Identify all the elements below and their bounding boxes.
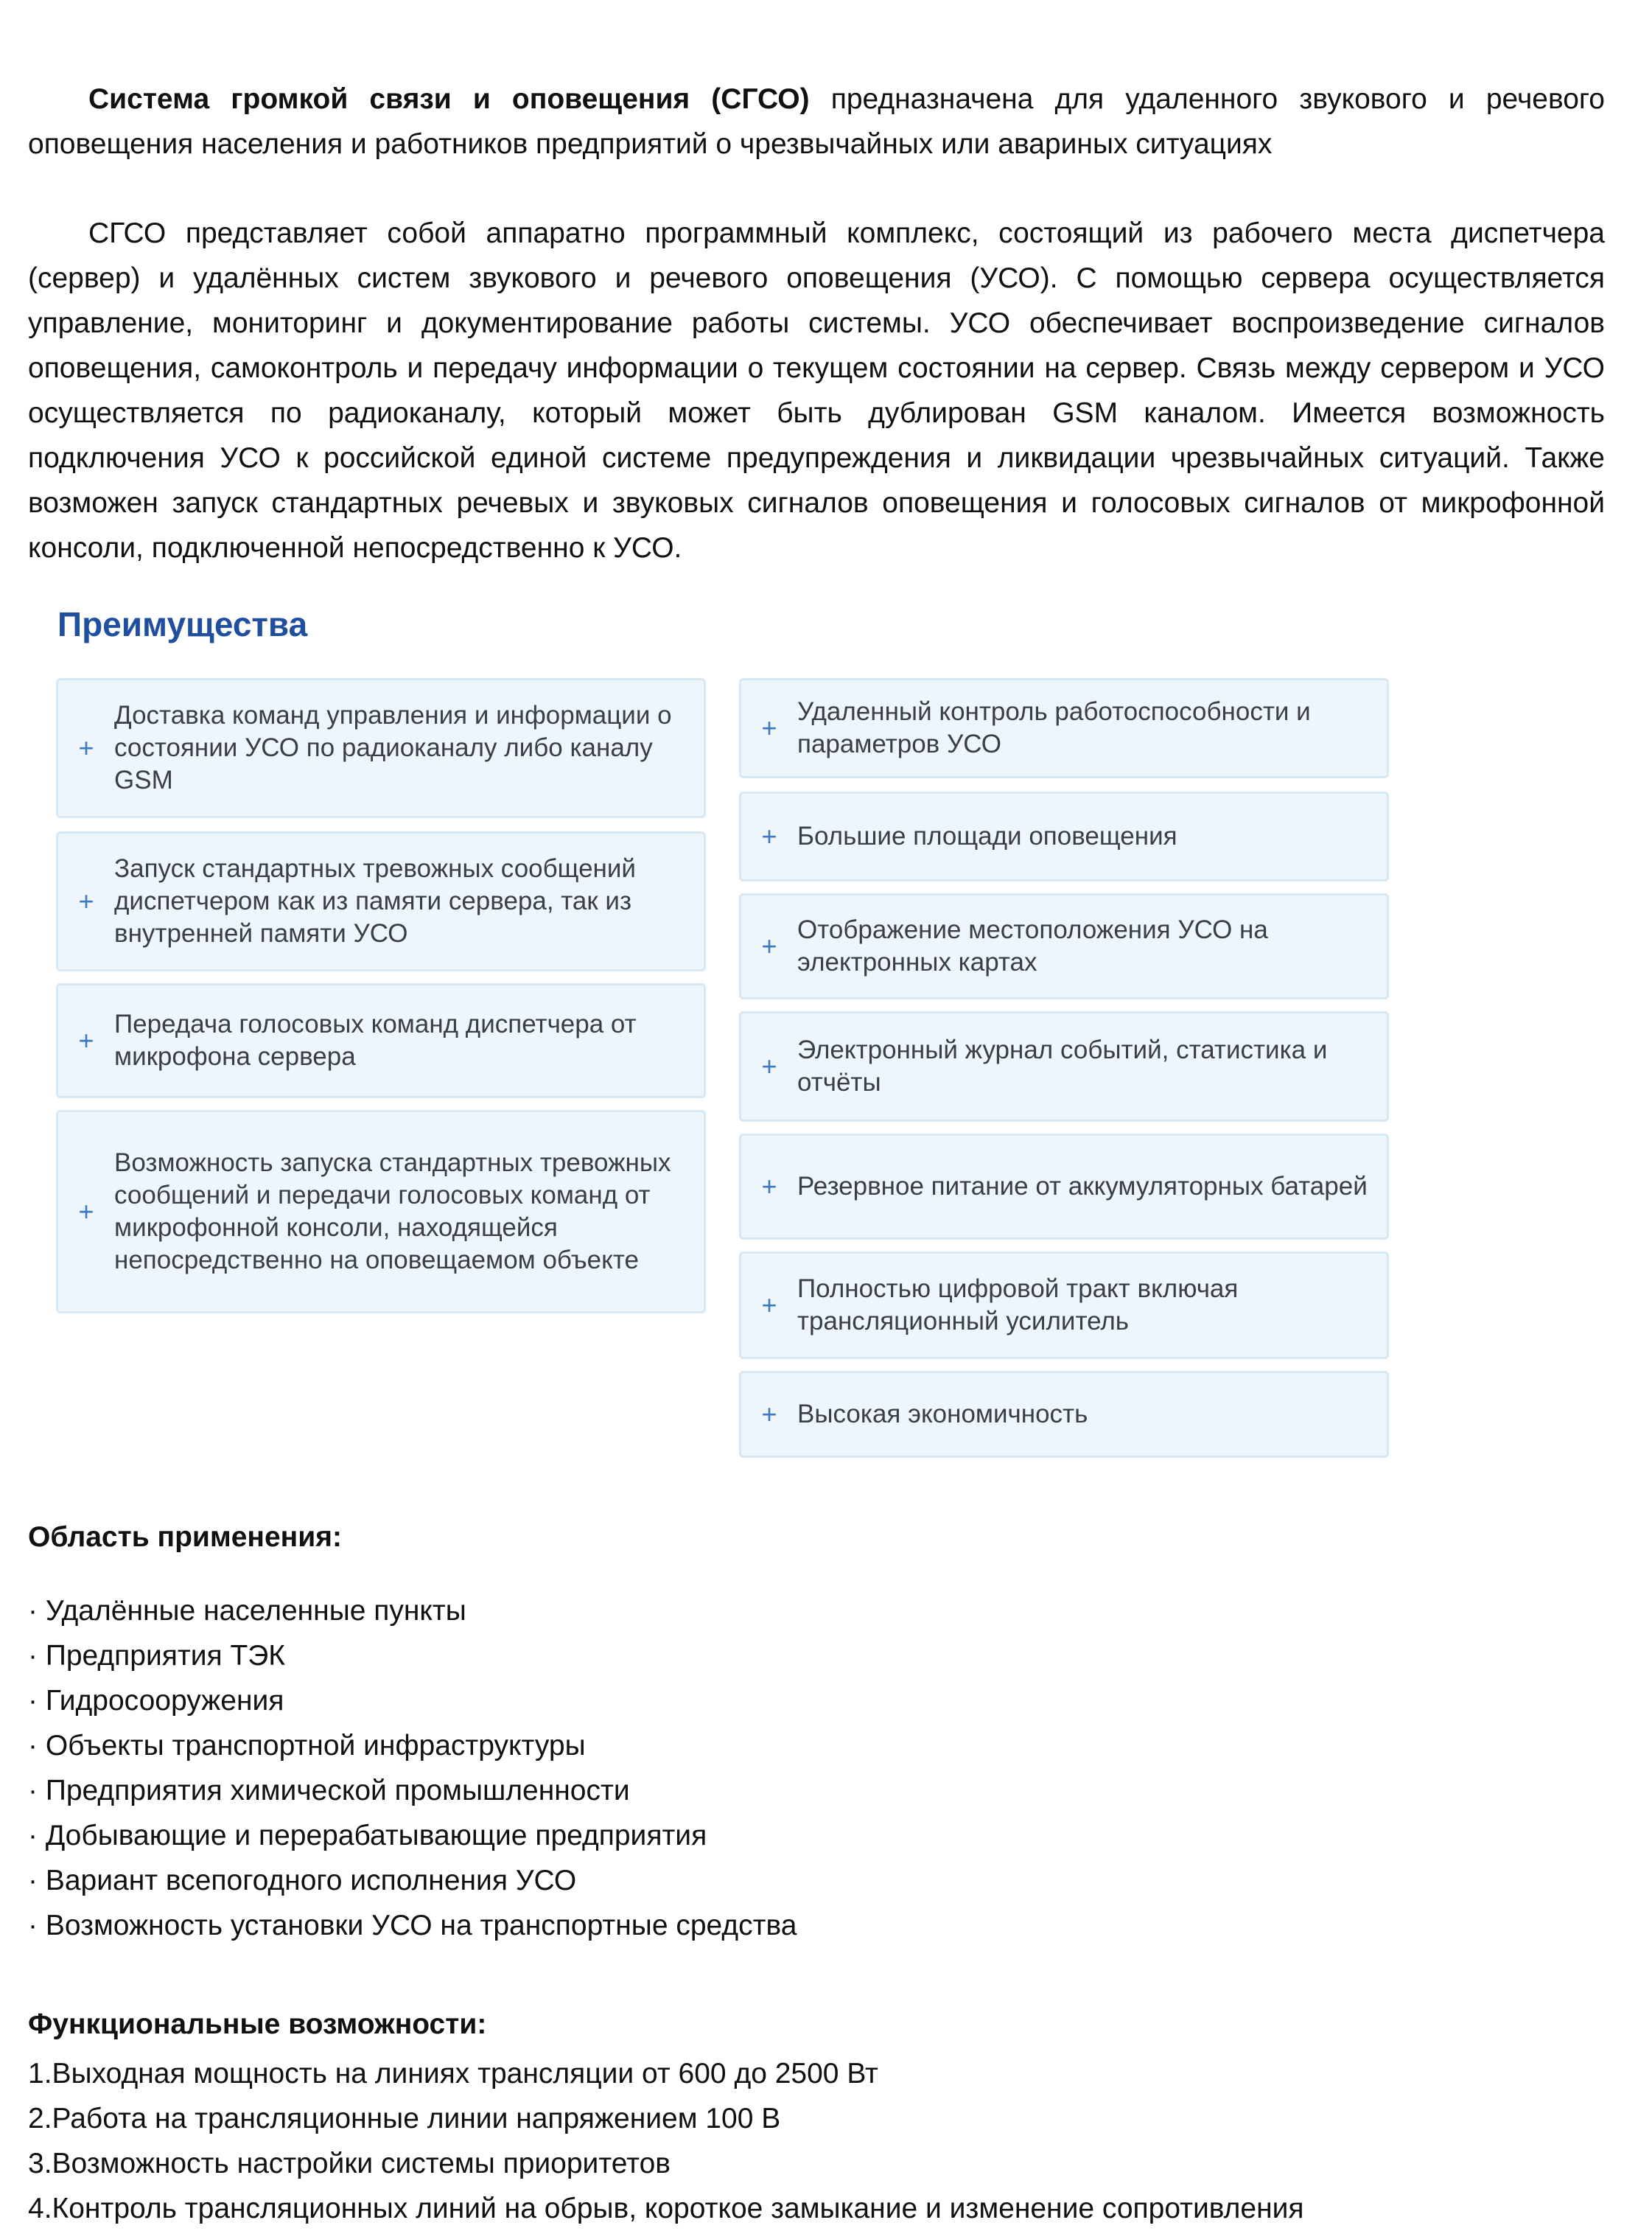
application-heading: Область применения: [28,1521,342,1553]
plus-icon: + [78,1025,94,1055]
plus-icon: + [761,1051,777,1081]
list-item: · Вариант всепогодного исполнения УСО [28,1865,577,1896]
advantage-card [739,1011,1389,1122]
advantage-text: Доставка команд управления и информации о состоянии УСО по радиоканалу либо каналу GSM [114,701,672,795]
plus-icon: + [761,1171,777,1201]
list-item: · Добывающие и перерабатывающие предприятия [28,1820,707,1851]
advantage-card [739,893,1389,999]
advantage-card [56,678,706,818]
list-item: · Предприятия ТЭК [28,1640,286,1672]
description-paragraph [28,211,1605,570]
list-item: · Объекты транспортной инфраструктуры [28,1730,586,1762]
advantage-text: Большие площади оповещения [797,822,1177,851]
advantage-text: Полностью цифровой тракт включая трансляционный усилитель [797,1274,1239,1336]
advantage-text: Запуск стандартных тревожных сообщений диспетчером как из памяти сервера, так из внутренней памяти УСО [114,854,636,948]
list-item: 4.Контроль трансляционных линий на обрыв, короткое замыкание и изменение сопротивления [28,2193,1304,2224]
list-item: 3.Возможность настройки системы приоритетов [28,2148,671,2179]
advantage-card [739,678,1389,778]
intro-paragraph [28,77,1605,167]
advantage-card [739,1251,1389,1359]
advantage-card [56,1110,706,1313]
application-list [28,1588,797,1948]
advantage-text: Удаленный контроль работоспособности и параметров УСО [797,697,1311,758]
intro-bold: Система громкой связи и оповещения (СГСО) [88,83,810,115]
list-item: · Удалённые населенные пункты [28,1595,466,1627]
list-item: · Предприятия химической промышленности [28,1775,630,1806]
advantage-card [56,831,706,971]
intro-text: предназначена для удаленного звукового и речевого оповещения населения и работников предприятий о чрезвычайных или авариных ситуациях [28,83,1605,160]
plus-icon: + [78,1196,94,1226]
plus-icon: + [761,821,777,851]
advantage-card [739,1371,1389,1458]
functions-list [28,2051,1304,2231]
advantage-text: Возможность запуска стандартных тревожных сообщений и передачи голосовых команд от микрофонной консоли, находящейся непосредственно на оповещаемом объекте [114,1148,671,1274]
advantage-text: Электронный журнал событий, статистика и отчёты [797,1036,1328,1097]
advantage-text: Высокая экономичность [797,1400,1088,1428]
plus-icon: + [761,713,777,743]
advantage-text: Отображение местоположения УСО на электронных картах [797,915,1268,977]
list-item: 2.Работа на трансляционные линии напряжением 100 В [28,2103,781,2134]
plus-icon: + [761,931,777,961]
list-item: · Возможность установки УСО на транспортные средства [28,1910,797,1941]
plus-icon: + [78,733,94,763]
plus-icon: + [78,886,94,916]
advantage-text: Передача голосовых команд диспетчера от микрофона сервера [114,1010,637,1071]
advantages-title: Преимущества [57,605,308,643]
advantage-text: Резервное питание от аккумуляторных батарей [797,1172,1368,1201]
advantage-card [739,792,1389,881]
list-item: · Гидросооружения [28,1685,284,1717]
advantage-card [739,1134,1389,1240]
functions-heading: Функциональные возможности: [28,2008,487,2040]
list-item: 1.Выходная мощность на линиях трансляции от 600 до 2500 Вт [28,2058,878,2089]
plus-icon: + [761,1399,777,1429]
description-text: СГСО представляет собой аппаратно программный комплекс, состоящий из рабочего места диспетчера (сервер) и удалённых систем звукового и речевого оповещения (УСО). С помощью сервера осуществляется управление, мониторинг и документирование работы системы. УСО обеспечивает воспроизведение сигналов оповещения, самоконтроль и передачу информации о текущем состоянии на сервер. Связь между сервером и УСО осуществляется по радиоканалу, который может быть дублирован GSM каналом. Имеется возможность подключения УСО к российской единой системе предупреждения и ликвидации чрезвычайных ситуаций. Также возможен запуск стандартных речевых и звуковых сигналов оповещения и голосовых сигналов от микрофонной консоли, подключенной непосредственно к УСО. [28,217,1605,564]
advantage-card [56,983,706,1098]
plus-icon: + [761,1290,777,1320]
